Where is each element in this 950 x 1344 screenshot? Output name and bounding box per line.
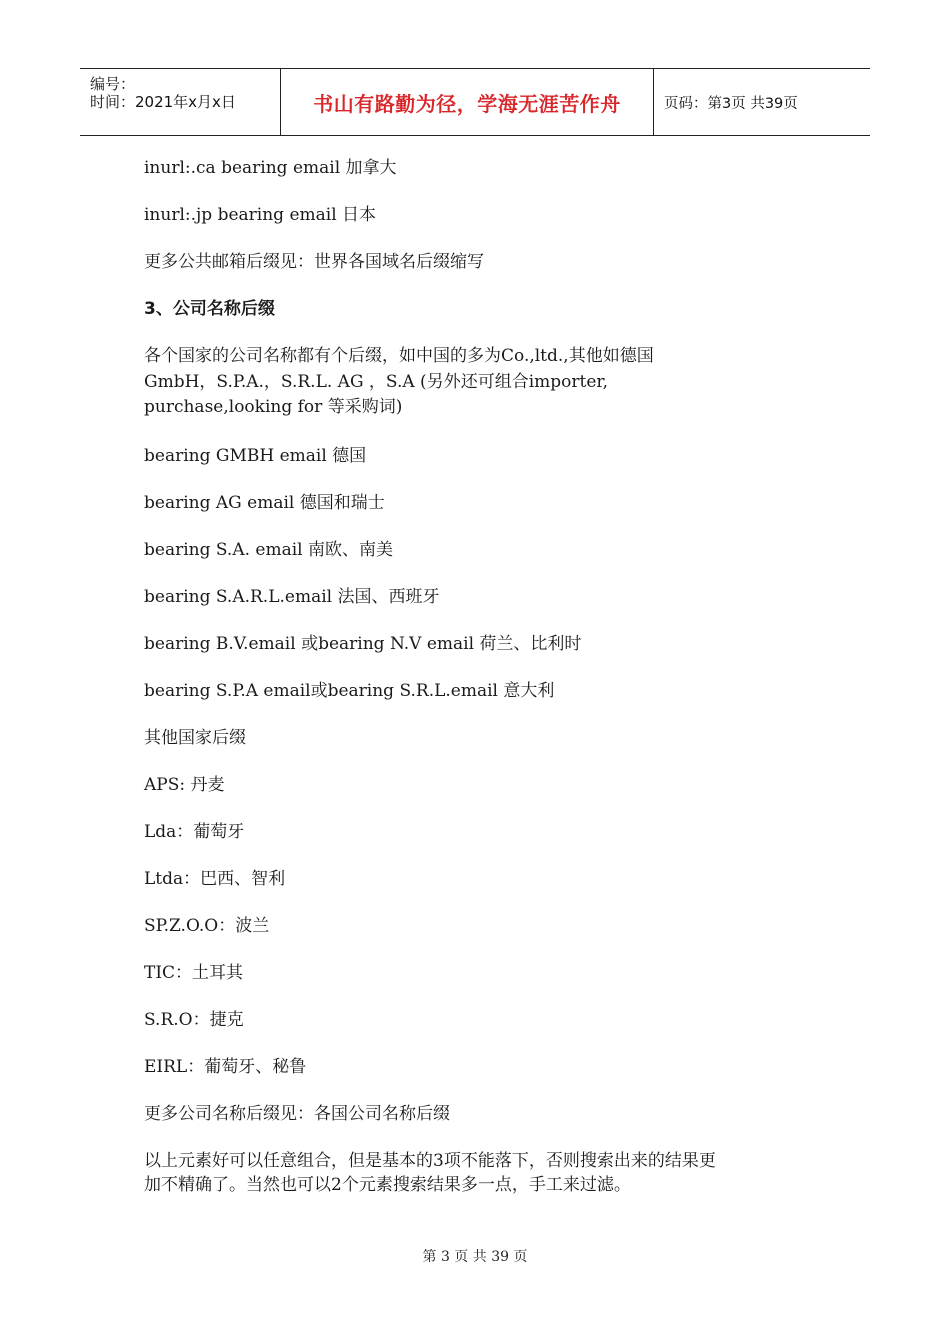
- paragraph: inurl:.jp bearing email 日本: [144, 205, 377, 225]
- page-header: [80, 68, 870, 136]
- paragraph: bearing S.A. email 南欧、南美: [144, 539, 393, 560]
- section-heading: 3、公司名称后缀: [144, 299, 275, 319]
- header-motto: 书山有路勤为径，学海无涯苦作舟: [281, 69, 654, 135]
- paragraph: bearing GMBH email 德国: [144, 445, 367, 466]
- paragraph: bearing S.P.A email或bearing S.R.L.email 意大利: [144, 680, 555, 701]
- header-meta-cell: [80, 69, 281, 135]
- paragraph: Lda：葡萄牙: [144, 821, 245, 842]
- paragraph: Ltda：巴西、智利: [144, 868, 286, 889]
- number-label: 编号：: [90, 75, 136, 93]
- paragraph: SP.Z.O.O：波兰: [144, 915, 270, 936]
- paragraph: bearing S.A.R.L.email 法国、西班牙: [144, 586, 440, 607]
- paragraph: TIC：土耳其: [144, 962, 244, 983]
- paragraph: bearing B.V.email 或bearing N.V email 荷兰、比利时: [144, 633, 582, 654]
- header-page-label: 页码：第3页 共39页: [664, 95, 798, 112]
- page-footer: 第 3 页 共 39 页: [422, 1249, 528, 1265]
- paragraph: S.R.O：捷克: [144, 1009, 244, 1030]
- paragraph: bearing AG email 德国和瑞士: [144, 492, 385, 513]
- paragraph: 以上元素好可以任意组合，但是基本的3项不能落下，否则搜索出来的结果更 加不精确了。当然也可以2个元素搜索结果多一点，手工来过滤。: [144, 1150, 716, 1195]
- paragraph: EIRL：葡萄牙、秘鲁: [144, 1056, 307, 1077]
- paragraph: 更多公司名称后缀见：各国公司名称后缀: [144, 1103, 450, 1124]
- paragraph: 其他国家后缀: [144, 727, 246, 748]
- paragraph: inurl:.ca bearing email 加拿大: [144, 158, 397, 178]
- paragraph: APS: 丹麦: [144, 774, 225, 795]
- paragraph: 各个国家的公司名称都有个后缀，如中国的多为Co.,ltd.,其他如德国 GmbH，S.P.A.，S.R.L. AG ，S.A (另外还可组合importer, purchase,looking for 等采购词): [144, 346, 654, 417]
- document-body: [144, 156, 804, 1220]
- date-label: 时间：2021年x月x日: [90, 93, 236, 111]
- paragraph: 更多公共邮箱后缀见：世界各国域名后缀缩写: [144, 252, 484, 272]
